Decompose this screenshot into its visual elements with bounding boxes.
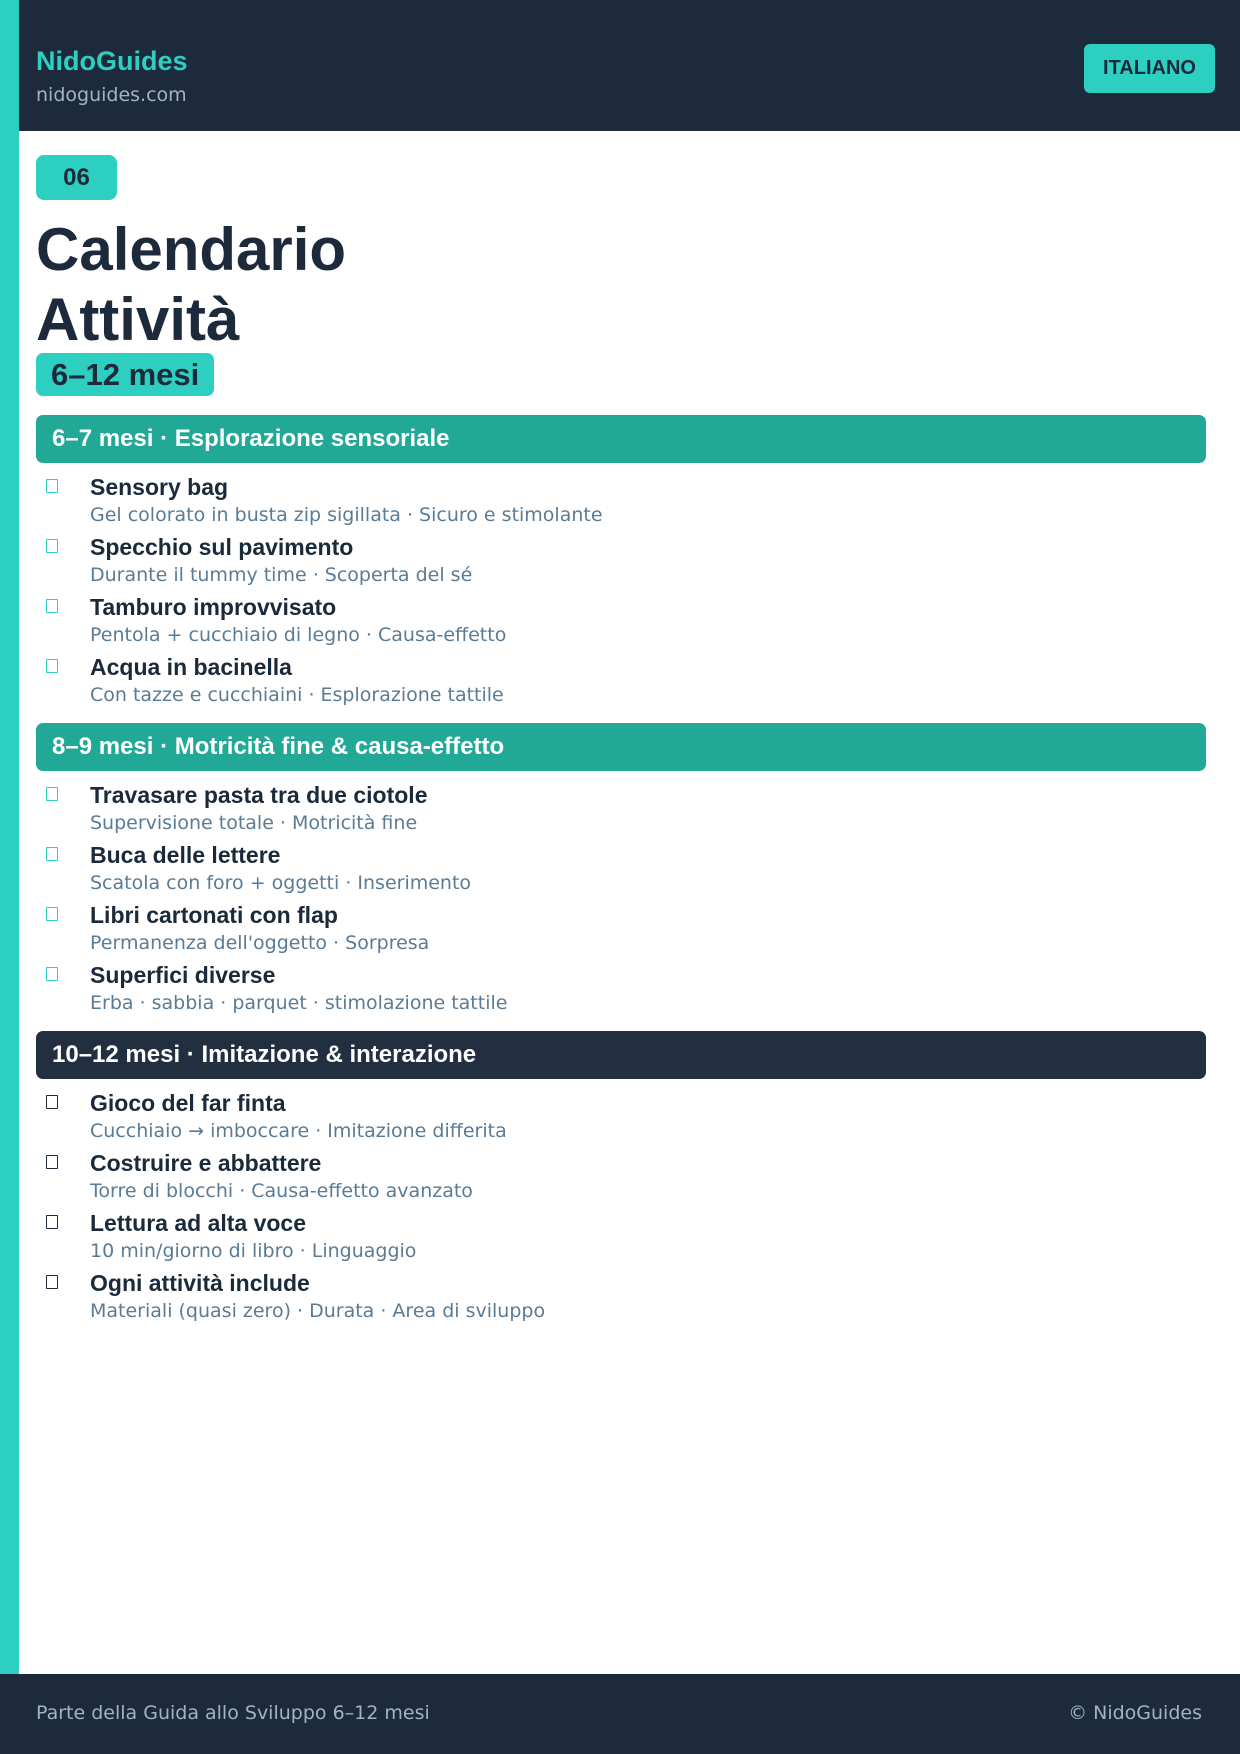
section-6-7-months (36, 415, 1206, 713)
language-button[interactable]: ITALIANO (1084, 44, 1215, 93)
activity-title: Travasare pasta tra due ciotole (90, 782, 428, 808)
checkbox[interactable] (46, 1275, 58, 1289)
activity-title: Costruire e abbattere (90, 1150, 322, 1176)
activity-subtitle: Pentola + cucchiaio di legno · Causa-effetto (90, 624, 507, 646)
activity-title: Buca delle lettere (90, 842, 281, 868)
age-range-badge: 6–12 mesi (36, 353, 214, 396)
checkbox[interactable] (46, 787, 58, 801)
activity-subtitle: Erba · sabbia · parquet · stimolazione tattile (90, 992, 508, 1014)
activity-subtitle: Materiali (quasi zero) · Durata · Area di sviluppo (90, 1300, 546, 1322)
activity-title: Gioco del far finta (90, 1090, 286, 1116)
activity-subtitle: Permanenza dell'oggetto · Sorpresa (90, 932, 430, 954)
section-10-12-months (36, 1031, 1206, 1329)
footer-guide-note: Parte della Guida allo Sviluppo 6–12 mesi (36, 1702, 430, 1724)
checkbox[interactable] (46, 1215, 58, 1229)
checkbox[interactable] (46, 907, 58, 921)
activity-title: Lettura ad alta voce (90, 1210, 307, 1236)
checkbox[interactable] (46, 599, 58, 613)
list-item (36, 841, 1206, 901)
section-header: 8–9 mesi · Motricità fine & causa-effetto (36, 723, 1206, 771)
checkbox[interactable] (46, 659, 58, 673)
list-item (36, 593, 1206, 653)
activity-subtitle: Gel colorato in busta zip sigillata · Sicuro e stimolante (90, 504, 603, 526)
activity-list (36, 781, 1206, 1021)
activity-subtitle: Cucchiaio → imboccare · Imitazione differita (90, 1120, 507, 1142)
list-item (36, 653, 1206, 713)
page-footer (0, 1674, 1240, 1754)
list-item (36, 961, 1206, 1021)
activity-title: Libri cartonati con flap (90, 902, 338, 928)
activity-subtitle: Con tazze e cucchiaini · Esplorazione tattile (90, 684, 504, 706)
activity-title: Tamburo improvvisato (90, 594, 337, 620)
list-item (36, 1089, 1206, 1149)
activity-title: Ogni attività include (90, 1270, 310, 1296)
activity-list (36, 1089, 1206, 1329)
section-header: 6–7 mesi · Esplorazione sensoriale (36, 415, 1206, 463)
activity-subtitle: Scatola con foro + oggetti · Inserimento (90, 872, 472, 894)
brand-name[interactable]: NidoGuides (36, 46, 188, 76)
page-title-line1: Calendario (36, 216, 347, 283)
activity-title: Superfici diverse (90, 962, 276, 988)
activity-subtitle: 10 min/giorno di libro · Linguaggio (90, 1240, 417, 1262)
checkbox[interactable] (46, 539, 58, 553)
list-item (36, 473, 1206, 533)
list-item (36, 901, 1206, 961)
page-title (36, 215, 346, 355)
activity-subtitle: Durante il tummy time · Scoperta del sé (90, 564, 473, 586)
brand-url[interactable]: nidoguides.com (36, 84, 187, 106)
activity-title: Acqua in bacinella (90, 654, 292, 680)
activity-title: Specchio sul pavimento (90, 534, 354, 560)
checkbox[interactable] (46, 1155, 58, 1169)
checkbox[interactable] (46, 1095, 58, 1109)
list-item (36, 1269, 1206, 1329)
checkbox[interactable] (46, 479, 58, 493)
page-header (19, 0, 1240, 131)
activity-list (36, 473, 1206, 713)
list-item (36, 1209, 1206, 1269)
section-8-9-months (36, 723, 1206, 1021)
left-accent-bar (0, 0, 19, 1754)
page-title-line2: Attività (36, 286, 240, 353)
list-item (36, 1149, 1206, 1209)
activity-subtitle: Torre di blocchi · Causa-effetto avanzato (90, 1180, 473, 1202)
section-header: 10–12 mesi · Imitazione & interazione (36, 1031, 1206, 1079)
activity-title: Sensory bag (90, 474, 229, 500)
footer-copyright: © NidoGuides (1068, 1702, 1202, 1724)
checkbox[interactable] (46, 967, 58, 981)
activity-subtitle: Supervisione totale · Motricità fine (90, 812, 418, 834)
section-number-badge: 06 (36, 155, 117, 200)
checkbox[interactable] (46, 847, 58, 861)
list-item (36, 781, 1206, 841)
list-item (36, 533, 1206, 593)
